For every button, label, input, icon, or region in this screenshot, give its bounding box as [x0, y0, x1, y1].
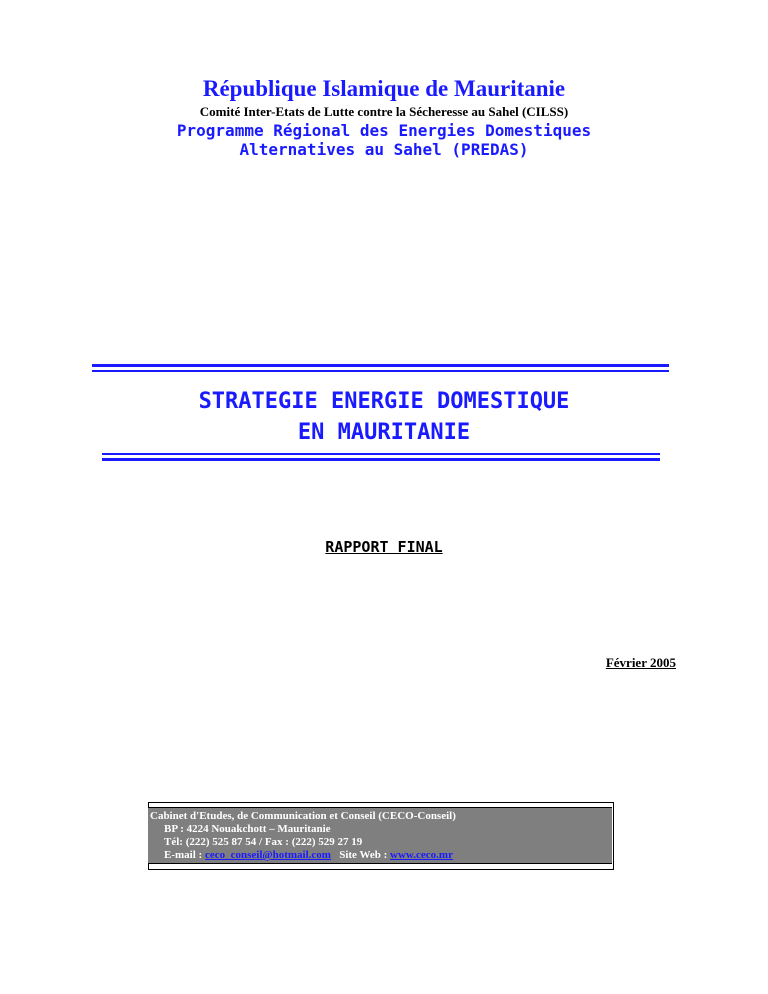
report-date: Février 2005	[605, 655, 676, 670]
contact-links-line	[164, 849, 453, 861]
title-bottom-rule-inner	[102, 453, 660, 455]
program-title-line1: Programme Régional des Energies Domestiques	[176, 121, 592, 140]
country-title: République Islamique de Mauritanie	[202, 76, 566, 101]
contact-org: Cabinet d'Etudes, de Communication et Conseil (CECO-Conseil)	[150, 810, 456, 822]
website-link[interactable]: www.ceco.mr	[390, 849, 453, 861]
cilss-subtitle: Comité Inter-Etats de Lutte contre la Sécheresse au Sahel (CILSS)	[199, 104, 569, 119]
contact-address: BP : 4224 Nouakchott – Mauritanie	[164, 823, 331, 835]
title-bottom-rule	[102, 458, 660, 461]
web-label: Site Web :	[339, 849, 391, 861]
contact-phone-fax: Tél: (222) 525 87 54 / Fax : (222) 529 27 19	[164, 836, 363, 848]
report-label: RAPPORT FINAL	[325, 538, 443, 556]
title-top-rule	[92, 364, 669, 367]
title-top-rule-inner	[92, 370, 669, 372]
contact-box	[148, 807, 612, 864]
email-link[interactable]: ceco_conseil@hotmail.com	[204, 849, 331, 861]
program-title-line2: Alternatives au Sahel (PREDAS)	[239, 140, 529, 159]
main-title-line2: EN MAURITANIE	[297, 420, 471, 445]
email-label: E-mail :	[164, 849, 205, 861]
main-title-line1: STRATEGIE ENERGIE DOMESTIQUE	[198, 389, 570, 414]
